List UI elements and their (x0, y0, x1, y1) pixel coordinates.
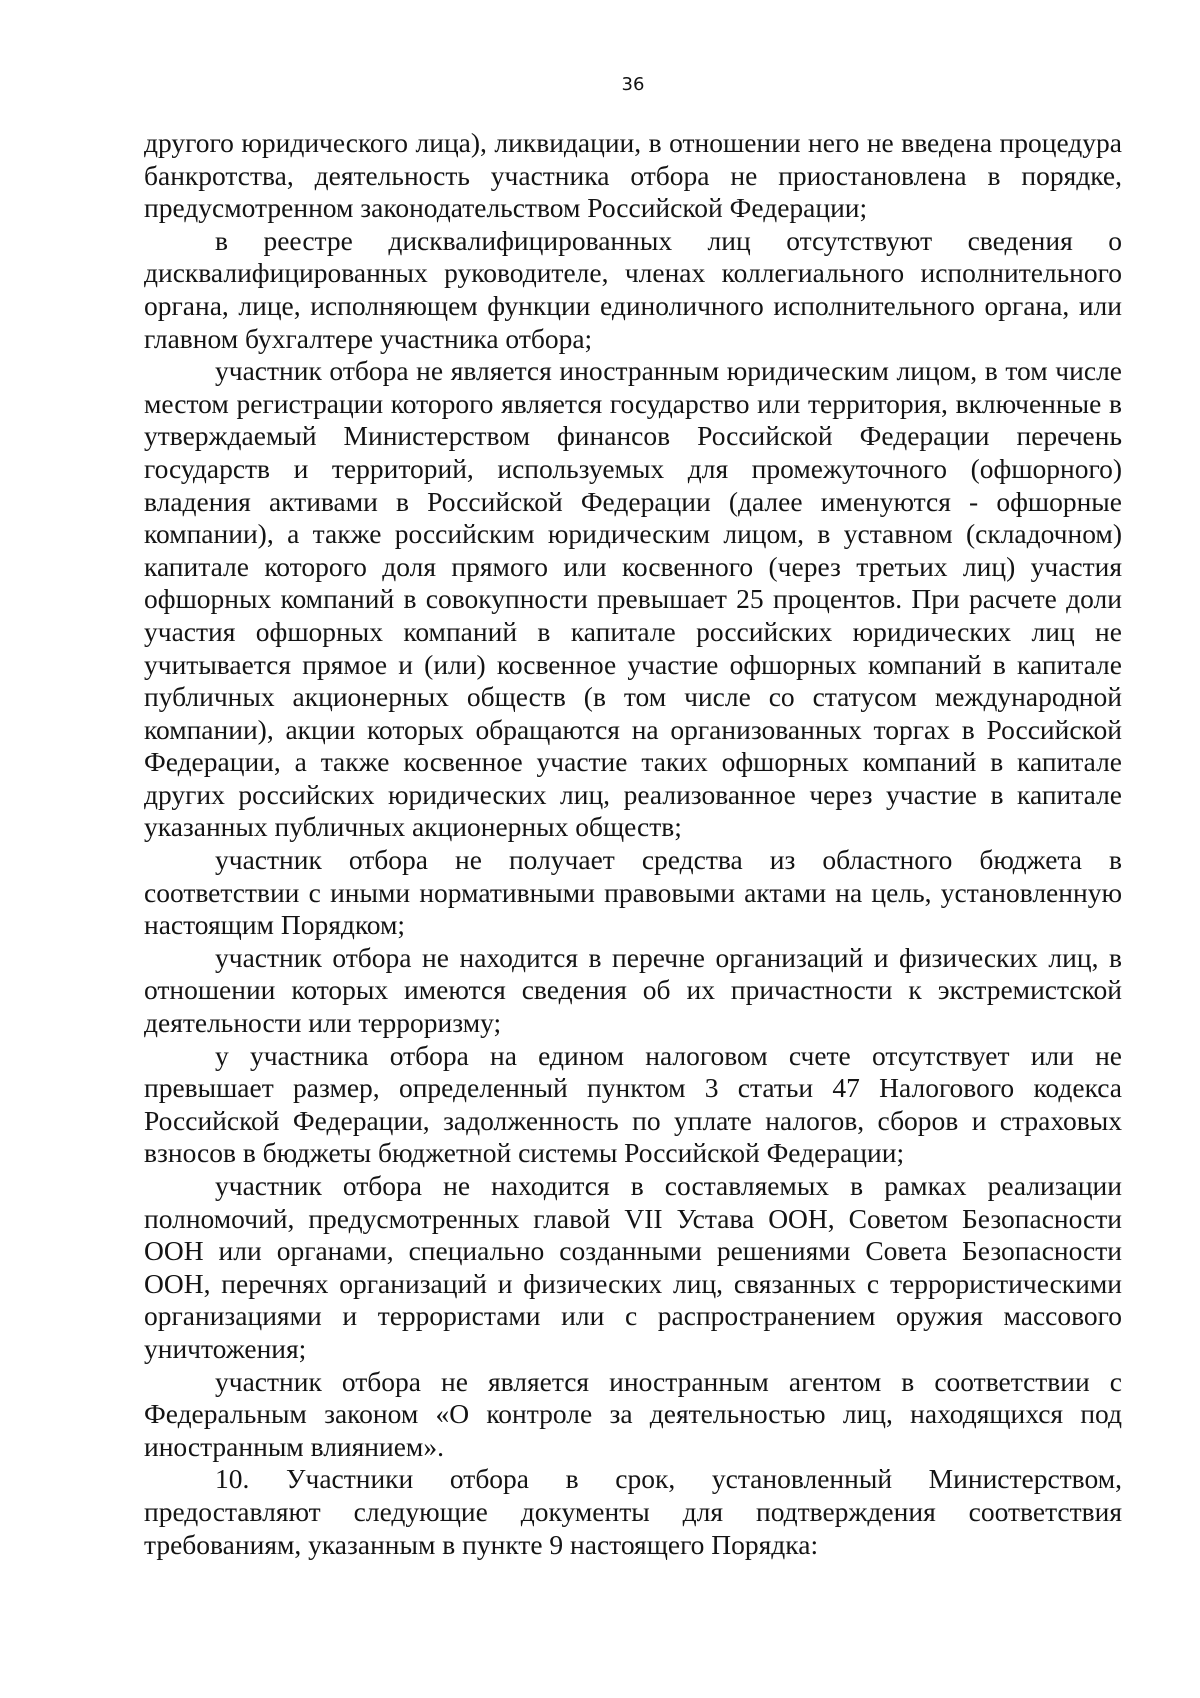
paragraph-extremism-list: участник отбора не находится в перечне организаций и физических лиц, в отношении которых имеются сведения об их причастности к экстремистской деятельности или терроризму; (144, 941, 1122, 1039)
paragraph-regional-budget: участник отбора не получает средства из областного бюджета в соответствии с иными нормативными правовыми актами на цель, установленную настоящим Порядком; (144, 844, 1122, 941)
paragraph-offshore-companies: участник отбора не является иностранным юридическим лицом, в том числе местом регистрации которого является государство или территория, включенные в утверждаемый Министерством финансов Российской Федерации перечень государств и территорий, используемых для промежуточного (офшорного) владения активами в Российской Федерации (далее именуются - офшорные компании), а также российским юридическим лицом, в уставном (складочном) капитале которого доля прямого или косвенного (через третьих лиц) участия офшорных компаний в совокупности превышает 25 процентов. При расчете доли участия офшорных компаний в капитале российских юридических лиц не учитывается прямое и (или) косвенное участие офшорных компаний в капитале публичных акционерных обществ (в том числе со статусом международной компании), акции которых обращаются на организованных торгах в Российской Федерации, а также косвенное участие таких офшорных компаний в капитале других российских юридических лиц, реализованное через участие в капитале указанных публичных акционерных обществ; (144, 355, 1122, 843)
paragraph-foreign-agent: участник отбора не является иностранным агентом в соответствии с Федеральным законом «О контроле за деятельностью лиц, находящихся под иностранным влиянием». (144, 1365, 1122, 1462)
page-number: 36 (621, 74, 645, 95)
paragraph-continuation: другого юридического лица), ликвидации, в отношении него не введена процедура банкротства, деятельность участника отбора не приостановлена в порядке, предусмотренном законодательством Российской Федерации; (144, 127, 1122, 224)
paragraph-disqualified-registry: в реестре дисквалифицированных лиц отсутствуют сведения о дисквалифицированных руководителе, членах коллегиального исполнительного органа, лице, исполняющем функции единоличного исполнительного органа, или главном бухгалтере участника отбора; (144, 224, 1122, 354)
paragraph-tax-debt: у участника отбора на едином налоговом счете отсутствует или не превышает размер, определенный пунктом 3 статьи 47 Налогового кодекса Российской Федерации, задолженность по уплате налогов, сборов и страховых взносов в бюджеты бюджетной системы Российской Федерации; (144, 1039, 1122, 1169)
paragraph-un-sanctions: участник отбора не находится в составляемых в рамках реализации полномочий, предусмотренных главой VII Устава ООН, Советом Безопасности ООН или органами, специально созданными решениями Совета Безопасности ООН, перечнях организаций и физических лиц, связанных с террористическими организациями и террористами или с распространением оружия массового уничтожения; (144, 1170, 1122, 1364)
paragraph-item-10: 10. Участники отбора в срок, установленный Министерством, предоставляют следующие документы для подтверждения соответствия требованиям, указанным в пункте 9 настоящего Порядка: (144, 1463, 1122, 1560)
document-body (144, 127, 1122, 1561)
